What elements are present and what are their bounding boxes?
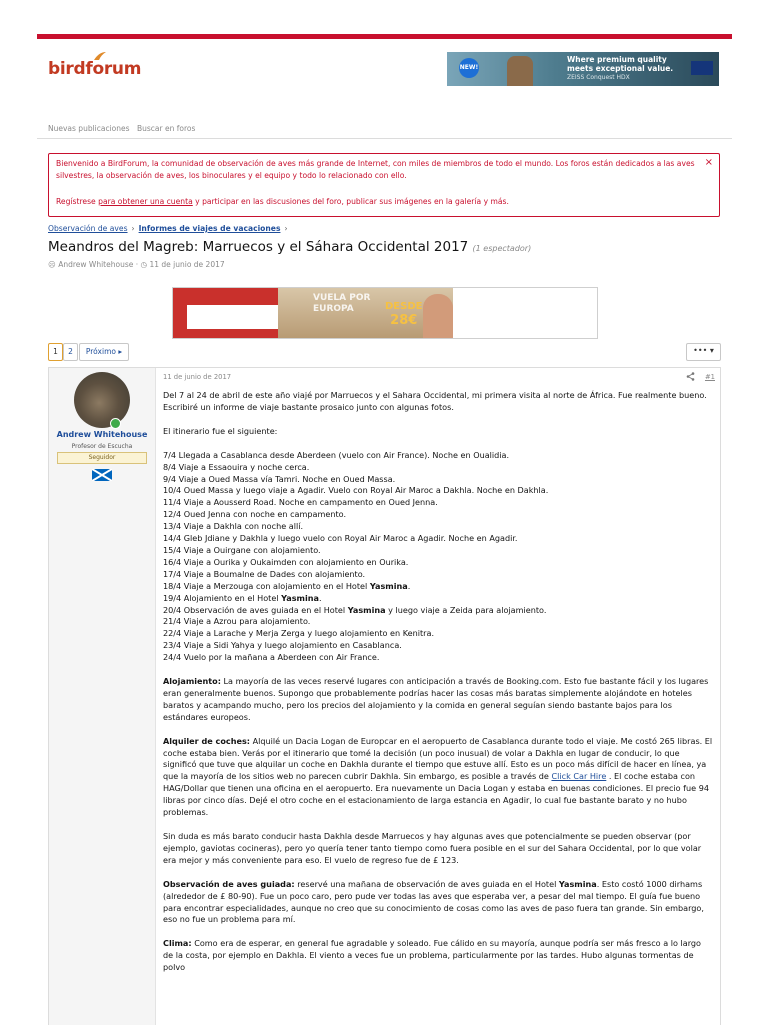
welcome-notice bbox=[48, 153, 720, 217]
site-logo[interactable] bbox=[48, 59, 141, 79]
line-text: 20/4 Observación de aves guiada en el Hotel bbox=[163, 604, 348, 615]
thread-title-text: Meandros del Magreb: Marruecos y el Sáhara Occidental 2017 bbox=[48, 239, 469, 255]
clock-icon: ◷ bbox=[140, 260, 148, 269]
section-label: Alquiler de coches: bbox=[163, 735, 251, 746]
thread-title bbox=[48, 239, 531, 255]
avatar[interactable] bbox=[74, 372, 130, 428]
itinerary-line: 17/4 Viaje a Boumalne de Dades con alojamiento. bbox=[163, 568, 366, 579]
register-text-rest: y participar en las discusiones del foro, publicar sus imágenes en la galería y más. bbox=[192, 197, 509, 206]
driving-paragraph: Sin duda es más barato conducir hasta Dakhla desde Marruecos y hay algunas aves que potencialmente se pueden observar (por ejemplo, gaviotas cocineras), pero yo quería tener tanto tiempo como fuera posible en el sur del Sahara Occidental, por lo que volar era mejor y más conveniente para eso. El vuelo de regreso fue de £ 123. bbox=[163, 831, 702, 865]
hotel-name: Yasmina bbox=[281, 592, 319, 603]
itinerary-line bbox=[163, 605, 713, 617]
ad-desde: DESDE bbox=[385, 301, 423, 312]
guided-birding-paragraph bbox=[163, 879, 713, 927]
itinerary-line: 13/4 Viaje a Dakhla con noche allí. bbox=[163, 521, 304, 532]
viewer-count: (1 espectador) bbox=[472, 244, 532, 253]
post-user-pane bbox=[49, 368, 156, 1025]
ad-product: ZEISS Conquest HDX bbox=[567, 74, 630, 81]
register-link[interactable]: para obtener una cuenta bbox=[98, 197, 193, 206]
ad-headline bbox=[567, 55, 673, 73]
user-title: Profesor de Escucha bbox=[71, 443, 133, 450]
line-text: y luego viaje a Zeida para alojamiento. bbox=[385, 604, 547, 615]
post-intro: Del 7 al 24 de abril de este año viajé por Marruecos y el Sahara Occidental, mi primera visita al norte de África. Fue realmente bueno. Escribiré un informe de viaje bastante prosaico junto con algunas fotos. bbox=[163, 390, 707, 412]
chevron-right-icon: › bbox=[131, 224, 135, 233]
share-icon[interactable] bbox=[686, 372, 695, 381]
main-nav bbox=[37, 120, 732, 139]
weather-paragraph bbox=[163, 938, 713, 974]
section-text: reservé una mañana de observación de aves guiada en el Hotel bbox=[294, 878, 559, 889]
itinerary-heading: El itinerario fue el siguiente: bbox=[163, 425, 278, 436]
top-banner-ad[interactable] bbox=[447, 52, 719, 86]
user-banner: Seguidor bbox=[57, 452, 147, 464]
section-label: Observación de aves guiada: bbox=[163, 878, 295, 889]
itinerary-line: 7/4 Llegada a Casablanca desde Aberdeen (vuelo con Air France). Noche en Oualidia. bbox=[163, 449, 510, 460]
itinerary-line: 21/4 Viaje a Azrou para alojamiento. bbox=[163, 616, 311, 627]
notice-register bbox=[56, 196, 701, 208]
chevron-right-icon: › bbox=[284, 224, 288, 233]
bird-wing-icon bbox=[93, 51, 107, 61]
itinerary-line: 24/4 Vuelo por la mañana a Aberdeen con Air France. bbox=[163, 652, 380, 663]
breadcrumb-trip-reports[interactable]: Informes de viajes de vacaciones bbox=[138, 224, 281, 233]
close-icon[interactable]: × bbox=[704, 157, 713, 168]
itinerary-list bbox=[163, 450, 713, 664]
next-page-button[interactable]: Próximo ▸ bbox=[79, 343, 129, 361]
notice-text: Bienvenido a BirdForum, la comunidad de observación de aves más grande de Internet, con miles de miembros de todo el mundo. Los foros están dedicados a las aves silvestres, la observación de aves, los binoculares y el equipo y todo lo relacionado con ello. bbox=[56, 159, 695, 180]
zeiss-logo-icon bbox=[691, 61, 713, 75]
click-car-hire-link[interactable]: Click Car Hire bbox=[551, 771, 607, 782]
section-text: . Esto costó 1000 dirhams (alrededor de £ 80-90). Fue un poco caro, pero pude ver todas las aves que esperaba ver, a pesar del mal tiempo. El guía fue bueno para encontrar especialidades, aunque no creo que su conocimiento de cosas como las aves de paso fuera tan grande. Sin embargo, eso no fue un problema para mí. bbox=[163, 878, 704, 925]
ad-line-2: meets exceptional value. bbox=[567, 64, 674, 73]
logo-text: birdforum bbox=[48, 59, 142, 79]
page-2[interactable]: 2 bbox=[63, 343, 78, 361]
itinerary-line: 16/4 Viaje a Ourika y Oukaimden con alojamiento en Ourika. bbox=[163, 556, 409, 567]
ad-white-box bbox=[187, 305, 283, 329]
section-label: Alojamiento: bbox=[163, 676, 221, 687]
hotel-name: Yasmina bbox=[347, 604, 386, 615]
post-body bbox=[163, 390, 713, 986]
post-date[interactable]: 11 de junio de 2017 bbox=[163, 373, 232, 381]
itinerary-line: 11/4 Viaje a Aousserd Road. Noche en campamento en Oued Jenna. bbox=[163, 497, 438, 508]
breadcrumb-bird-watching[interactable]: Observación de aves bbox=[48, 224, 128, 233]
site-header bbox=[37, 39, 732, 109]
user-icon: ☹ bbox=[48, 260, 56, 269]
nav-search-forums[interactable]: Buscar en foros bbox=[137, 124, 196, 133]
itinerary-line bbox=[163, 581, 713, 593]
accommodation-paragraph bbox=[163, 676, 713, 724]
line-text: 18/4 Viaje a Merzouga con alojamiento en el Hotel bbox=[163, 580, 370, 591]
car-hire-paragraph bbox=[163, 736, 713, 819]
thread-tools-menu[interactable]: ••• ▾ bbox=[686, 343, 721, 361]
section-text: Alquilé un Dacia Logan de Europcar en el aeropuerto de Casablanca durante todo el viaje. Me costó 265 libras. El coche estaba bien. Verás por el itinerario que tomé la decisión (un poco inusual) de volar a Dakhla en lugar de conducir, lo que significó que tuve que alquilar un coche en Dakhla durante el tiempo que estuve allí. Esto es un poco más difícil de hacer en línea, ya que la mayoría de los sitios web no parecen cubrir Dakhla. Sin embargo, es posible a través de bbox=[163, 735, 713, 782]
itinerary-line: 10/4 Oued Massa y luego viaje a Agadir. Vuelo con Royal Air Maroc a Dakhla. Noche en Dakhla. bbox=[163, 485, 549, 496]
itinerary-line: 22/4 Viaje a Larache y Merja Zerga y luego alojamiento en Kenitra. bbox=[163, 628, 435, 639]
thread-meta bbox=[48, 260, 225, 269]
post-number-link[interactable]: #1 bbox=[704, 373, 715, 381]
page-1[interactable]: 1 bbox=[48, 343, 63, 361]
section-label: Clima: bbox=[163, 938, 192, 949]
ad-photographer-image bbox=[507, 56, 533, 86]
thread-author[interactable]: Andrew Whitehouse bbox=[58, 260, 134, 269]
register-text: Regístrese bbox=[56, 197, 99, 206]
nav-new-posts[interactable]: Nuevas publicaciones bbox=[48, 124, 130, 133]
online-status-icon bbox=[110, 418, 121, 429]
hotel-name: Yasmina bbox=[369, 580, 408, 591]
itinerary-line: 23/4 Viaje a Sidi Yahya y luego alojamiento en Casablanca. bbox=[163, 640, 402, 651]
itinerary-line: 8/4 Viaje a Essaouira y noche cerca. bbox=[163, 461, 310, 472]
itinerary-line: 14/4 Gleb Jdiane y Dakhla y luego vuelo con Royal Air Maroc a Agadir. Noche en Agadir. bbox=[163, 533, 518, 544]
post-1 bbox=[48, 367, 721, 1025]
thread-date[interactable]: 11 de junio de 2017 bbox=[149, 260, 225, 269]
hotel-name: Yasmina bbox=[558, 878, 597, 889]
itinerary-line: 12/4 Oued Jenna con noche en campamento. bbox=[163, 509, 347, 520]
itinerary-line: 15/4 Viaje a Ouirgane con alojamiento. bbox=[163, 544, 321, 555]
middle-banner-ad[interactable] bbox=[172, 287, 598, 339]
section-text: . El coche estaba con HAG/Dollar que tienen una oficina en el aeropuerto. Era nuevamente un Dacia Logan y estaba en buenas condiciones. El precio fue 94 libras por cinco días. Dejé el otro coche en el estacionamiento de larga estancia en Agadir, lo cual fue bastante barato y no hubo problemas. bbox=[163, 771, 710, 818]
ad-vuela-text: VUELA POR EUROPA bbox=[313, 293, 371, 314]
itinerary-line bbox=[163, 593, 713, 605]
section-text: Como era de esperar, en general fue agradable y soleado. Fue cálido en su mayoría, aunque podría ser más fresco a lo largo de la costa, por ejemplo en Dakhla. El viento a veces fue un problema, particularmente por las tardes. Hubo algunas tormentas de polvo bbox=[163, 938, 701, 973]
itinerary-line: 9/4 Viaje a Oued Massa vía Tamri. Noche en Oued Massa. bbox=[163, 473, 396, 484]
line-text: . bbox=[318, 592, 322, 603]
ad-price-value: 28€ bbox=[390, 313, 418, 328]
breadcrumb bbox=[48, 224, 292, 233]
line-text: . bbox=[407, 580, 411, 591]
post-number[interactable] bbox=[705, 373, 715, 381]
meta-separator: · bbox=[135, 260, 139, 269]
ad-line-1: Where premium quality bbox=[567, 55, 667, 64]
section-text: La mayoría de las veces reservé lugares con anticipación a través de Booking.com. Esto fue bastante fácil y los lugares eran generalmente buenos. Supongo que probablemente podrías hacer las cosas más baratas simplemente alojándote en hoteles baratos y acampando mucho, pero los precios del alojamiento y la comida en general seguían siendo bastante bajos para los estándares europeos. bbox=[163, 676, 709, 722]
ad-price bbox=[385, 300, 422, 328]
post-username[interactable]: Andrew Whitehouse bbox=[56, 430, 148, 439]
scotland-flag-icon bbox=[92, 469, 112, 481]
ad-person-image bbox=[423, 294, 453, 338]
line-text: 19/4 Alojamiento en el Hotel bbox=[163, 592, 282, 603]
ad-new-badge: NEW! bbox=[459, 58, 479, 78]
